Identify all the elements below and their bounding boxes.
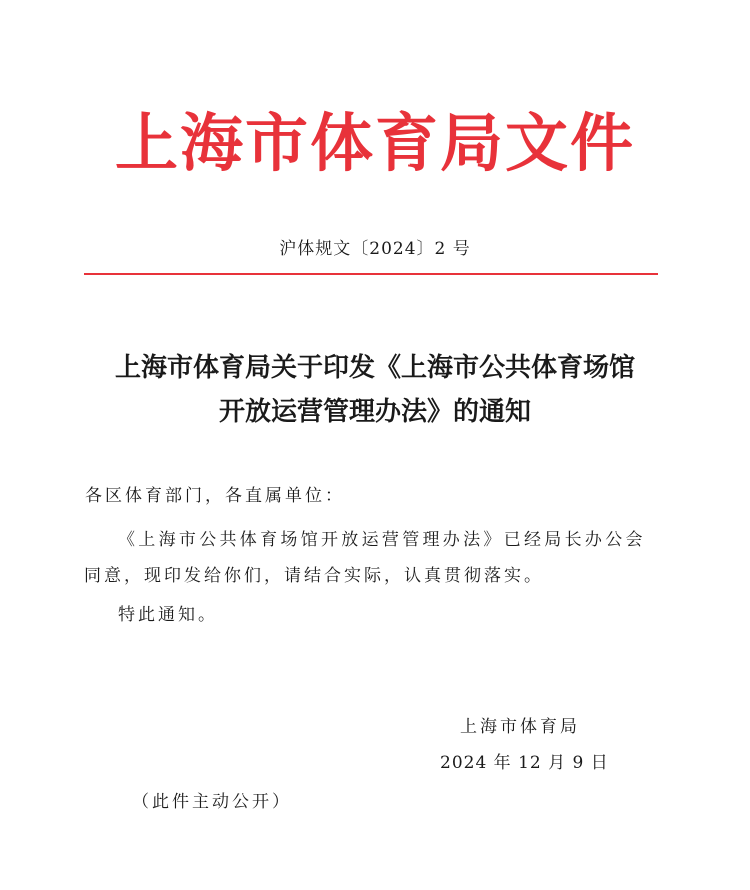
body-paragraph-line-1: 《上海市公共体育场馆开放运营管理办法》已经局长办公会: [118, 530, 646, 550]
public-disclosure-note: （此件主动公开）: [132, 792, 292, 812]
body-paragraph-line-2: 同意，现印发给你们，请结合实际，认真贯彻落实。: [84, 566, 544, 586]
document-number: 沪体规文〔2024〕2 号: [279, 239, 471, 259]
closing-line: 特此通知。: [118, 605, 218, 625]
header-divider: [84, 273, 658, 275]
document-header-title: 上海市体育局文件: [115, 107, 635, 180]
notice-title-line-1: 上海市体育局关于印发《上海市公共体育场馆: [114, 353, 635, 383]
notice-title-line-2: 开放运营管理办法》的通知: [218, 397, 531, 427]
issuer-name: 上海市体育局: [460, 717, 580, 737]
salutation: 各区体育部门，各直属单位：: [85, 486, 345, 506]
issue-date: 2024 年 12 月 9 日: [440, 753, 609, 773]
